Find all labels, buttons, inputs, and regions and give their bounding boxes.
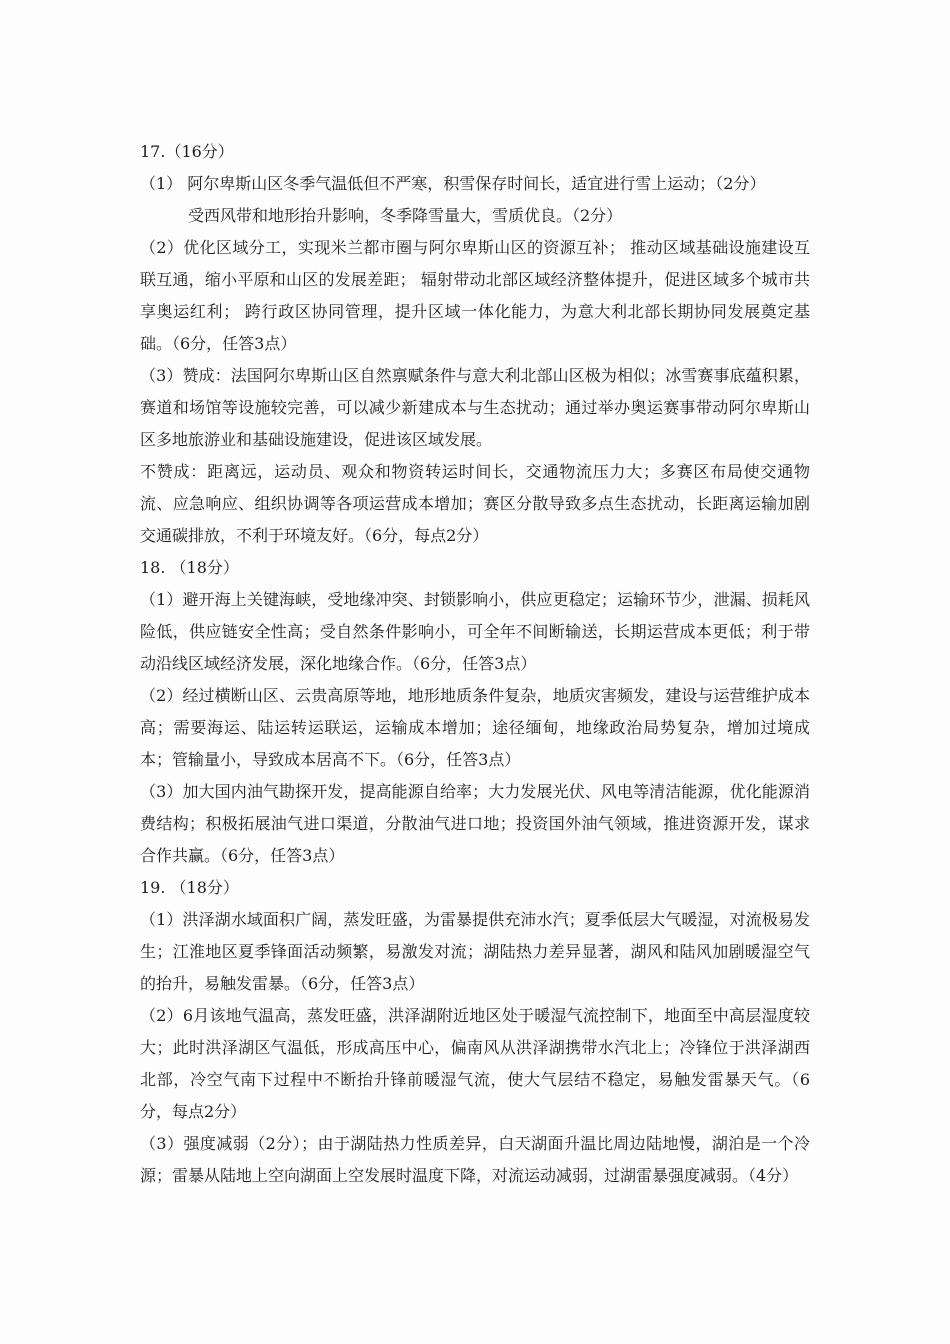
q18-part2: （2）经过横断山区、云贵高原等地，地形地质条件复杂，地质灾害频发，建设与运营维护成本高；需要海运、陆运转运联运，运输成本增加；途径缅甸，地缘政治局势复杂，增加过境成本；管输量小，导致成本居高不下。（6分，任答3点） <box>140 686 810 769</box>
q17-title: 17.（16分） <box>140 142 234 161</box>
q17-part1-cont: 受西风带和地形抬升影响，冬季降雪量大，雪质优良。（2分） <box>188 206 623 225</box>
q18-part1: （1）避开海上关键海峡，受地缘冲突、封锁影响小，供应更稳定；运输环节少，泄漏、损耗风险低，供应链安全性高；受自然条件影响小，可全年不间断输送，长期运营成本更低；利于带动沿线区域经济发展，深化地缘合作。（6分，任答3点） <box>140 590 810 673</box>
q19-title: 19. （18分） <box>140 878 239 897</box>
q19-part1: （1）洪泽湖水域面积广阔，蒸发旺盛，为雷暴提供充沛水汽；夏季低层大气暖湿，对流极易发生；江淮地区夏季锋面活动频繁，易激发对流；湖陆热力差异显著，湖风和陆风加剧暖湿空气的抬升，易触发雷暴。（6分，任答3点） <box>140 910 810 993</box>
q18-part3: （3）加大国内油气勘探开发，提高能源自给率；大力发展光伏、风电等清洁能源，优化能源消费结构；积极拓展油气进口渠道，分散油气进口地；投资国外油气领域，推进资源开发，谋求合作共赢。（6分，任答3点） <box>140 782 810 865</box>
q17-part3-disagree: 不赞成：距离远，运动员、观众和物资转运时间长，交通物流压力大；多赛区布局使交通物流、应急响应、组织协调等各项运营成本增加；赛区分散导致多点生态扰动，长距离运输加剧交通碳排放，不利于环境友好。（6分，每点2分） <box>140 462 810 545</box>
q19-part3: （3）强度减弱（2分）；由于湖陆热力性质差异，白天湖面升温比周边陆地慢，湖泊是一个冷源；雷暴从陆地上空向湖面上空发展时温度下降，对流运动减弱，过湖雷暴强度减弱。（4分） <box>140 1134 810 1185</box>
q17-part2: （2）优化区域分工，实现米兰都市圈与阿尔卑斯山区的资源互补； 推动区域基础设施建设互联互通，缩小平原和山区的发展差距； 辐射带动北部区域经济整体提升，促进区域多个城市共享奥运红利； 跨行政区协同管理，提升区域一体化能力，为意大利北部长期协同发展奠定基础。（6分，任答3点） <box>140 238 810 353</box>
q17-part3-agree: （3）赞成：法国阿尔卑斯山区自然禀赋条件与意大利北部山区极为相似；冰雪赛事底蕴积累，赛道和场馆等设施较完善，可以减少新建成本与生态扰动；通过举办奥运赛事带动阿尔卑斯山区多地旅游业和基础设施建设，促进该区域发展。 <box>140 366 810 449</box>
q17-part1: （1） 阿尔卑斯山区冬季气温低但不严寒，积雪保存时间长，适宜进行雪上运动；（2分） <box>140 174 766 193</box>
q18-title: 18. （18分） <box>140 558 239 577</box>
q19-part2: （2）6月该地气温高，蒸发旺盛，洪泽湖附近地区处于暖湿气流控制下，地面至中高层湿度较大；此时洪泽湖区气温低，形成高压中心，偏南风从洪泽湖携带水汽北上；冷锋位于洪泽湖西北部，冷空气南下过程中不断抬升锋前暖湿气流，使大气层结不稳定，易触发雷暴天气。（6分，每点2分） <box>140 1006 810 1121</box>
answer-content <box>140 136 810 1192</box>
